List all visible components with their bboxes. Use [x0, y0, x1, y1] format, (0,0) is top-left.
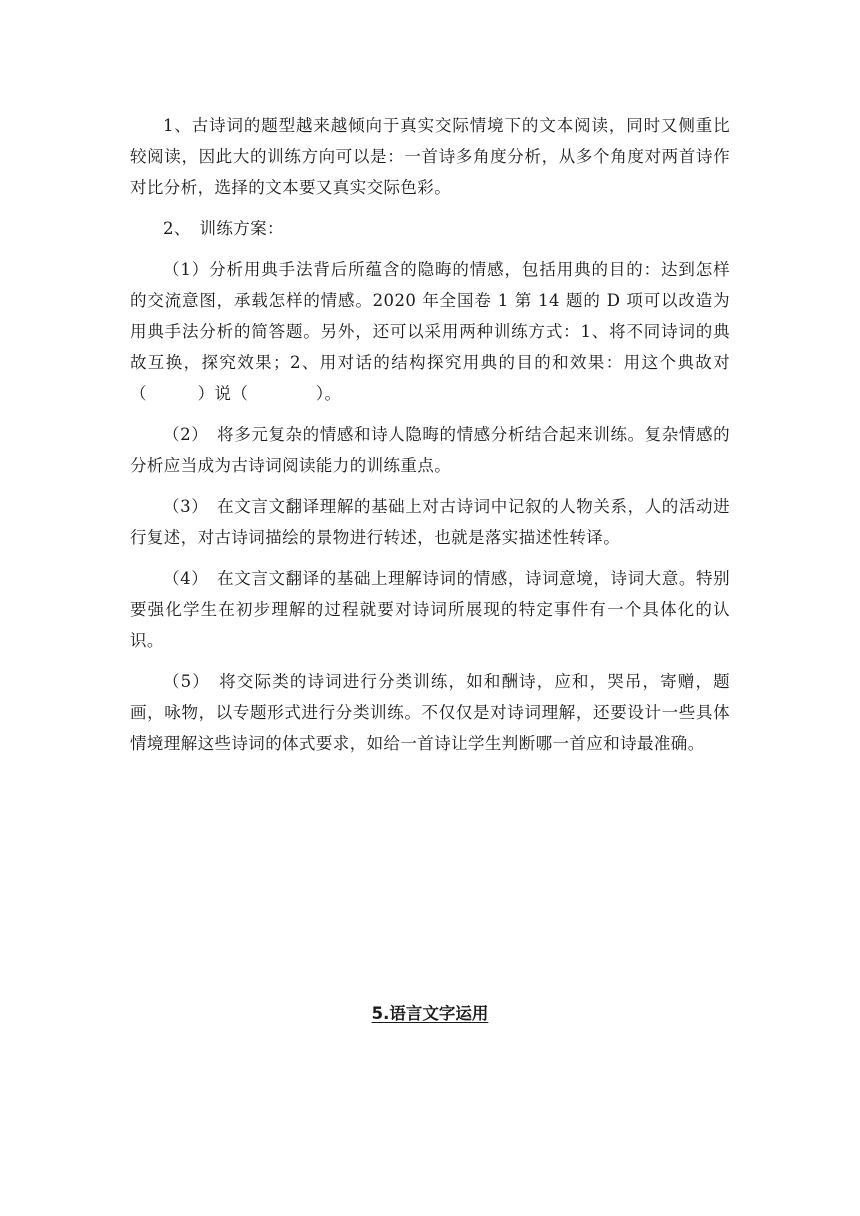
section-heading: [0, 1000, 860, 1024]
paragraph-training-plan-heading: 2、 训练方案：: [163, 219, 284, 238]
paragraph-plan-item-5: （5） 将交际类的诗词进行分类训练，如和酬诗，应和，哭吊，寄赠，题画，咏物，以专题形式进行分类训练。不仅仅是对诗词理解，还要设计一些具体情境理解这些诗词的体式要求，如给一首诗让学生判断哪一首应和诗最准确。: [130, 672, 730, 753]
paragraph-plan-item-4: （4） 在文言文翻译的基础上理解诗词的情感，诗词意境，诗词大意。特别要强化学生在初步理解的过程就要对诗词所展现的特定事件有一个具体化的认识。: [130, 569, 730, 650]
paragraph-question-trend: 1、古诗词的题型越来越倾向于真实交际情境下的文本阅读，同时又侧重比较阅读，因此大的训练方向可以是：一首诗多角度分析，从多个角度对两首诗作对比分析，选择的文本要又真实交际色彩。: [130, 116, 730, 197]
paragraph-plan-item-3: （3） 在文言文翻译理解的基础上对古诗词中记叙的人物关系，人的活动进行复述，对古诗词描绘的景物进行转述，也就是落实描述性转译。: [130, 497, 730, 547]
paragraph-plan-item-2: （2） 将多元复杂的情感和诗人隐晦的情感分析结合起来训练。复杂情感的分析应当成为古诗词阅读能力的训练重点。: [130, 425, 730, 475]
document-body: [130, 110, 730, 769]
paragraph-plan-item-1: （1）分析用典手法背后所蕴含的隐晦的情感，包括用典的目的：达到怎样的交流意图，承载怎样的情感。2020 年全国卷 1 第 14 题的 D 项可以改造为用典手法分析的简答题。另外，还可以采用两种训练方式：1、将不同诗词的典故互换，探究效果；2、用对话的结构探究用典的目的和效果：用这个典故对（ ）说（ ）。: [130, 260, 730, 403]
section-heading-text: 5.语言文字运用: [371, 1004, 489, 1023]
